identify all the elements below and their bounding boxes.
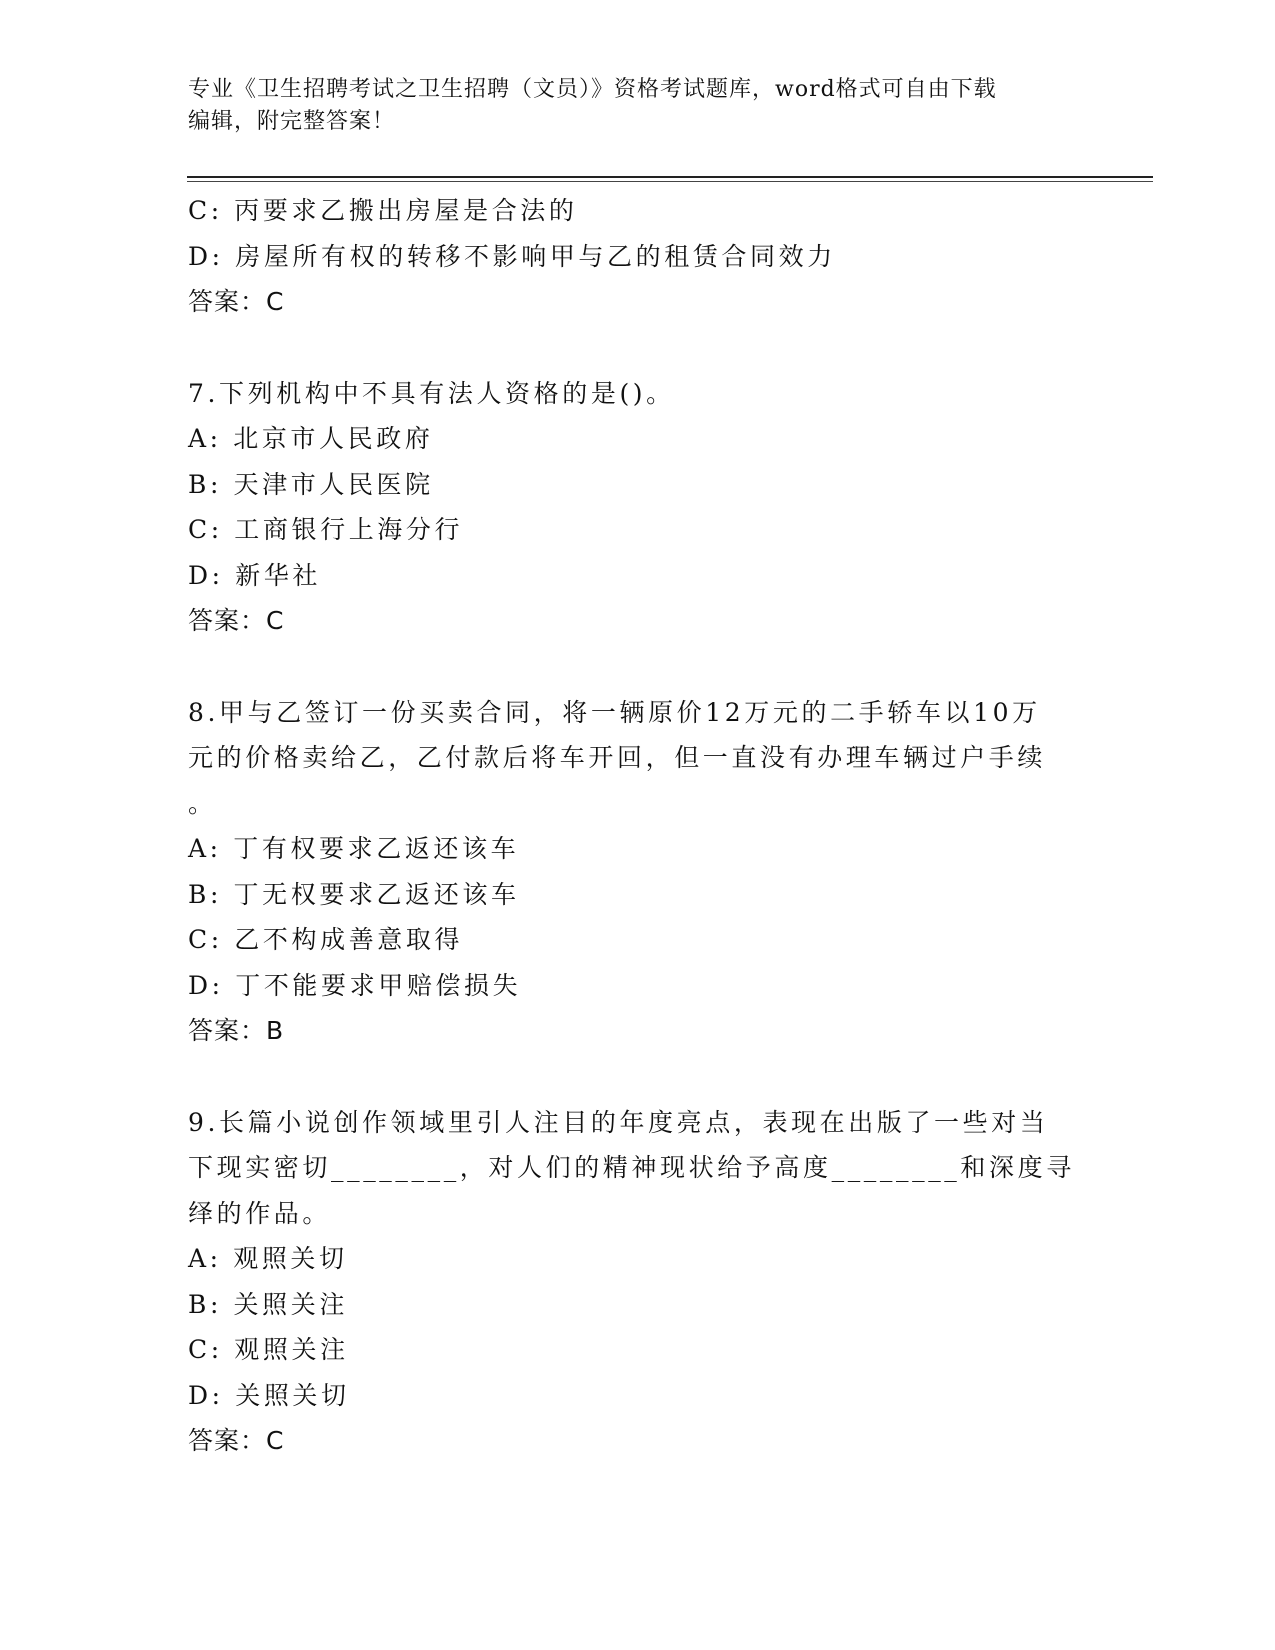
question-block-8 <box>188 690 1068 1054</box>
option-d: D: 丁不能要求甲赔偿损失 <box>188 970 522 1000</box>
answer-line: 答案：C <box>188 287 285 316</box>
header-line-1: 专业《卫生招聘考试之卫生招聘（文员）》资格考试题库，word格式可自由下载 <box>188 77 997 102</box>
option-b: B: 关照关注 <box>188 1289 348 1319</box>
question-text-line-2: 下现实密切________，对人们的精神现状给予高度________和深度寻 <box>188 1153 1075 1182</box>
answer-line: 答案：C <box>188 1426 285 1455</box>
question-text-line-2: 元的价格卖给乙，乙付款后将车开回，但一直没有办理车辆过户手续 <box>188 743 1047 772</box>
answer-line: 答案：B <box>188 1016 285 1045</box>
spacer <box>188 1054 1068 1100</box>
question-block-9 <box>188 1100 1075 1464</box>
question-list <box>188 188 1075 1464</box>
option-d: D: 新华社 <box>188 560 322 590</box>
option-c: C: 工商银行上海分行 <box>188 515 464 544</box>
option-c: C: 乙不构成善意取得 <box>188 925 464 954</box>
question-text-line-3: 绎的作品。 <box>188 1198 332 1228</box>
spacer <box>188 644 1068 690</box>
option-c: C: 观照关注 <box>188 1335 349 1364</box>
option-a: A: 观照关切 <box>188 1244 348 1273</box>
question-text-line-1: 8.甲与乙签订一份买卖合同，将一辆原价12万元的二手轿车以10万 <box>188 697 1041 727</box>
question-text-line-1: 9.长篇小说创作领域里引人注目的年度亮点，表现在出版了一些对当 <box>188 1107 1049 1137</box>
question-text-line-3: 。 <box>188 788 217 818</box>
option-c: C: 丙要求乙搬出房屋是合法的 <box>188 196 578 225</box>
option-b: B: 丁无权要求乙返还该车 <box>188 879 520 909</box>
spacer <box>188 325 1068 371</box>
question-text: 7.下列机构中不具有法人资格的是()。 <box>188 378 675 408</box>
header-divider-thick <box>187 176 1153 178</box>
option-d: D: 关照关切 <box>188 1380 350 1410</box>
question-block-6 <box>188 188 1068 325</box>
option-b: B: 天津市人民医院 <box>188 469 434 499</box>
option-a: A: 丁有权要求乙返还该车 <box>188 834 520 863</box>
header-line-2: 编辑，附完整答案！ <box>188 109 396 134</box>
header-divider-thin <box>187 181 1153 182</box>
option-a: A: 北京市人民政府 <box>188 424 434 453</box>
answer-line: 答案：C <box>188 606 285 635</box>
question-block-7 <box>188 371 1068 644</box>
option-d: D: 房屋所有权的转移不影响甲与乙的租赁合同效力 <box>188 241 836 271</box>
document-header <box>188 74 1088 138</box>
